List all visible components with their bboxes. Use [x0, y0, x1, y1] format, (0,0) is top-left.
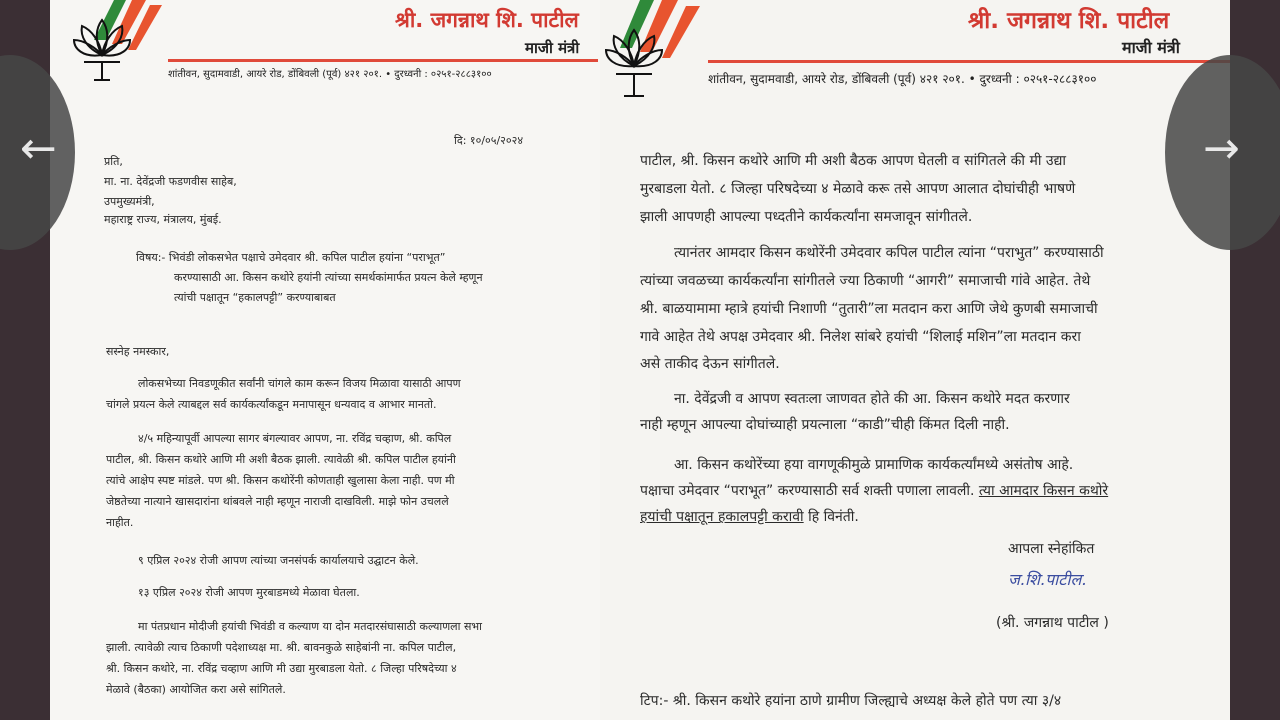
- signatory-name: (श्री. जगन्नाथ पाटील ): [996, 615, 1109, 631]
- paragraph-line: ४/५ महिन्यापूर्वी आपल्या सागर बंगल्यावर आपण, ना. रविंद्र चव्हाण, श्री. कपिल: [138, 432, 452, 445]
- subject-line: विषय:- भिवंडी लोकसभेत पक्षाचे उमेदवार श्री. कपिल पाटील हयांना “पराभूत”: [136, 251, 446, 264]
- paragraph-line: मुरबाडला येतो. ८ जिल्हा परिषदेच्या ४ मेळावे करू तसे आपण आलात दोघांचीही भाषणे: [640, 181, 1076, 197]
- paragraph-line: पाटील, श्री. किसन कथोरे आणि मी अशी बैठक झाली. त्यावेळी श्री. कपिल पाटील हयांनी: [106, 453, 456, 466]
- footnote: टिप:- श्री. किसन कथोरे हयांना ठाणे ग्रामीण जिल्ह्याचे अध्यक्ष केले होते पण त्या ३/४: [640, 693, 1062, 709]
- paragraph-line: [640, 482, 1108, 502]
- arrow-left-icon: ←: [20, 123, 57, 174]
- paragraph-line: लोकसभेच्या निवडणूकीत सर्वांनी चांगले काम करून विजय मिळावा यासाठी आपण: [138, 377, 461, 390]
- paragraph-line: जेष्ठतेच्या नात्याने खासदारांना थांबवले नाही म्हणून नाराजी दाखविली. माझे फोन उचलले: [106, 495, 449, 508]
- letterhead-name: श्री. जगन्नाथ शि. पाटील: [395, 8, 579, 32]
- letterhead-rule: [168, 59, 598, 62]
- paragraph-line: चांगले प्रयत्न केले त्याबद्दल सर्व कार्यकर्त्यांकडून मनापासून धन्यवाद व आभार मानतो.: [106, 398, 437, 411]
- closing: आपला स्नेहांकित: [1008, 541, 1095, 557]
- recipient-line: मा. ना. देवेंद्रजी फडणवीस साहेब,: [104, 175, 237, 188]
- paragraph-line: झाली. त्यावेळी त्याच ठिकाणी पदेशाध्यक्ष मा. श्री. बावनकुळे साहेबांनी ना. कपिल पाटील,: [106, 641, 457, 654]
- letterhead-address: शांतीवन, सुदामवाडी, आयरे रोड, डोंबिवली (पूर्व) ४२१ २०१. • दुरध्वनी : ०२५१-२८८३१००: [168, 69, 492, 80]
- paragraph-line: १३ एप्रिल २०२४ रोजी आपण मुरबाडमध्ये मेळावा घेतला.: [138, 586, 360, 599]
- paragraph-line: त्यांचे आक्षेप स्पष्ट मांडले. पण श्री. किसन कथोरेंनी कोणताही खुलासा केला नाही. पण मी: [106, 474, 455, 487]
- paragraph-line: नाही म्हणून आपल्या दोघांच्याही प्रयत्नाला “काडी”चीही किंमत दिली नाही.: [640, 417, 1010, 433]
- paragraph-text: हि विनंती.: [808, 509, 859, 525]
- paragraph-line: पाटील, श्री. किसन कथोरे आणि मी अशी बैठक आपण घेतली व सांगितले की मी उद्या: [640, 153, 1067, 169]
- paragraph-line: मा पंतप्रधान मोदीजी हयांची भिवंडी व कल्याण या दोन मतदारसंघासाठी कल्याणला सभा: [138, 620, 482, 633]
- letterhead-address: शांतीवन, सुदामवाडी, आयरे रोड, डोंबिवली (पूर्व) ४२१ २०१. • दुरध्वनी : ०२५१-२८८३१००: [708, 72, 1097, 86]
- letter-page-2: [600, 0, 1230, 720]
- paragraph-line: श्री. किसन कथोरे, ना. रविंद्र चव्हाण आणि मी उद्या मुरबाडला येतो. ८ जिल्हा परिषदेच्या ४: [106, 662, 457, 675]
- paragraph-line: गावे आहेत तेथे अपक्ष उमेदवार श्री. निलेश सांबरे हयांची “शिलाई मशिन”ला मतदान करा: [640, 329, 1081, 345]
- paragraph-line: झाली आपणही आपल्या पध्दतीने कार्यकर्त्यांना समजावून सांगीतले.: [640, 209, 973, 225]
- letter-date: दि: १०/०५/२०२४: [454, 134, 524, 147]
- bjp-lotus-logo: [600, 0, 710, 110]
- letterhead-role: माजी मंत्री: [1122, 38, 1180, 57]
- paragraph-text: पक्षाचा उमेदवार “पराभूत” करण्यासाठी सर्व शक्ती पणाला लावली.: [640, 483, 975, 499]
- paragraph-line: ९ एप्रिल २०२४ रोजी आपण त्यांच्या जनसंपर्क कार्यालयाचे उद्घाटन केले.: [138, 554, 419, 567]
- letterhead-rule: [708, 60, 1230, 63]
- arrow-right-icon: →: [1203, 123, 1240, 174]
- underlined-request: त्या आमदार किसन कथोरे: [978, 483, 1109, 499]
- signature: ज.शि.पाटील.: [1008, 570, 1087, 589]
- paragraph-line: श्री. बाळयामामा म्हात्रे हयांची निशाणी “तुतारी”ला मतदान करा आणि जेथे कुणबी समाजाची: [640, 301, 1098, 317]
- recipient-line: प्रति,: [104, 155, 123, 168]
- paragraph-line: असे ताकीद देऊन सांगीतले.: [640, 356, 780, 372]
- paragraph-line: त्यांच्या जवळच्या कार्यकर्त्यांना सांगीतले ज्या ठिकाणी “आगरी” समाजाची गांवे आहेत. तेथे: [640, 273, 1091, 289]
- recipient-line: उपमुख्यमंत्री,: [104, 195, 155, 208]
- paragraph-line: आ. किसन कथोरेंच्या हया वागणूकीमुळे प्रामाणिक कार्यकर्त्यांमध्ये असंतोष आहे.: [674, 457, 1074, 473]
- recipient-line: महाराष्ट्र राज्य, मंत्रालय, मुंबई.: [104, 213, 222, 226]
- bjp-lotus-logo: [54, 0, 164, 90]
- paragraph-line: [640, 508, 859, 528]
- paragraph-line: त्यानंतर आमदार किसन कथोरेंनी उमेदवार कपिल पाटील त्यांना “पराभुत” करण्यासाठी: [674, 245, 1104, 261]
- subject-line: त्यांची पक्षातून “हकालपट्टी” करण्याबाबत: [174, 291, 336, 304]
- letterhead-role: माजी मंत्री: [525, 39, 580, 57]
- underlined-request: हयांची पक्षातून हकालपट्टी करावी: [640, 509, 804, 525]
- greeting: सस्नेह नमस्कार,: [106, 345, 170, 358]
- paragraph-line: नाहीत.: [106, 516, 134, 529]
- paragraph-line: ना. देवेंद्रजी व आपण स्वतःला जाणवत होते की आ. किसन कथोरे मदत करणार: [674, 391, 1070, 407]
- paragraph-line: मेळावे (बैठका) आयोजित करा असे सांगितले.: [106, 683, 286, 696]
- subject-line: करण्यासाठी आ. किसन कथोरे हयांनी त्यांच्या समर्थकांमार्फत प्रयत्न केले म्हणून: [174, 271, 483, 284]
- letter-page-1: [50, 0, 600, 720]
- letterhead-name: श्री. जगन्नाथ शि. पाटील: [968, 8, 1170, 34]
